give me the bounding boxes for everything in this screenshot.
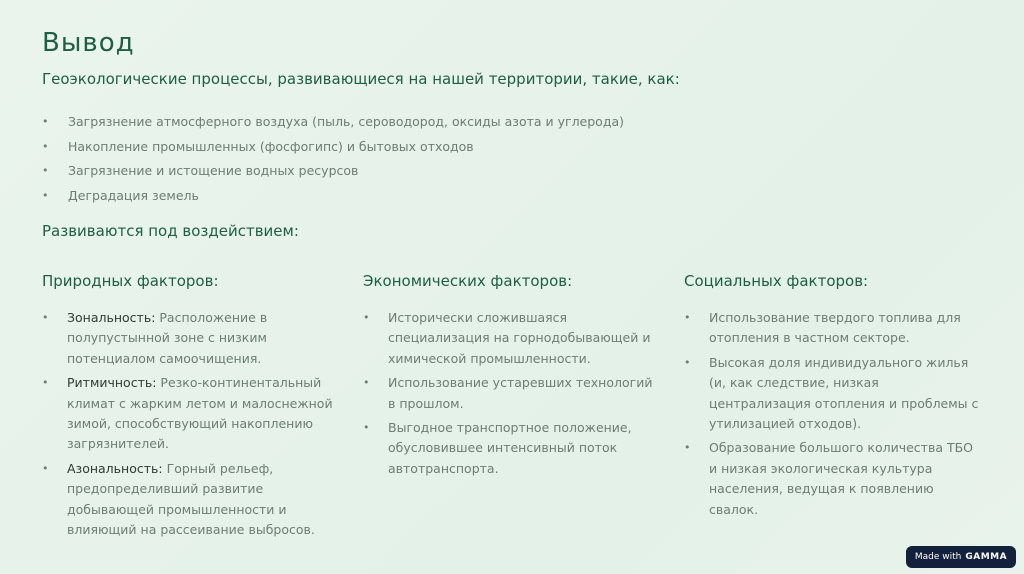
natural-factors-column: [42, 272, 342, 544]
factor-text: Исторически сложившаяся специализация на горнодобывающей и химической промышленности.: [388, 310, 651, 366]
factor-text: Горный рельеф, предопределивший развитие добывающей промышленности и влияющий на рассеивание выбросов.: [67, 460, 315, 538]
list-item-text: Деградация земель: [68, 187, 199, 203]
bullet-icon: •: [684, 355, 691, 369]
bullet-icon: •: [42, 139, 49, 153]
factor-text: Образование большого количества ТБО и низкая экологическая культура населения, ведущая к появлению свалок.: [709, 440, 974, 517]
factor-list: [42, 308, 342, 540]
factor-text: Использование твердого топлива для отопления в частном секторе.: [709, 310, 961, 346]
bullet-icon: •: [363, 421, 370, 435]
list-item: [42, 373, 342, 455]
list-item: [363, 308, 663, 369]
factor-term: Азональность:: [67, 460, 163, 476]
list-item-text: Загрязнение и истощение водных ресурсов: [68, 163, 359, 178]
list-item-text: Загрязнение атмосферного воздуха (пыль, сероводород, оксиды азота и углерода): [68, 114, 625, 129]
badge-label: Made with: [914, 552, 962, 562]
factor-term: Зональность:: [67, 310, 156, 325]
list-item: [684, 308, 984, 349]
factor-text: Использование устаревших технологий в прошлом.: [388, 375, 653, 411]
list-item: [42, 135, 842, 160]
factor-text: Расположение в полупустынной зоне с низким потенциалом самоочищения.: [67, 310, 268, 366]
slide-title: Вывод: [42, 28, 135, 58]
list-item: [42, 308, 342, 369]
bullet-icon: •: [42, 115, 49, 128]
slide-subtitle: Геоэкологические процессы, развивающиеся на нашей территории, такие, как:: [42, 70, 680, 88]
list-item-text: Накопление промышленных (фосфогипс) и бытовых отходов: [68, 138, 474, 154]
list-item: [363, 418, 663, 479]
social-factors-column: [684, 272, 984, 524]
list-item: [42, 110, 842, 135]
bullet-icon: •: [42, 461, 49, 475]
factor-list: [363, 308, 663, 479]
gamma-logo: GAMMA: [965, 552, 1008, 562]
list-item: [363, 373, 663, 414]
process-list: [42, 110, 842, 208]
column-heading: Экономических факторов:: [363, 272, 573, 290]
bullet-icon: •: [42, 188, 49, 202]
column-heading: Социальных факторов:: [684, 272, 869, 290]
factor-text: Резко-континентальный климат с жарким летом и малоснежной зимой, способствующий накоплению загрязнителей.: [67, 375, 333, 452]
list-item: [684, 438, 984, 520]
list-item: [42, 459, 342, 541]
list-item: [42, 159, 842, 184]
factor-text: Выгодное транспортное положение, обусловившее интенсивный поток автотранспорта.: [388, 420, 632, 476]
column-heading: Природных факторов:: [42, 272, 219, 290]
list-item: [684, 353, 984, 435]
factor-term: Ритмичность:: [67, 375, 157, 391]
made-with-gamma-badge[interactable]: [906, 546, 1016, 568]
list-item: [42, 184, 842, 209]
bullet-icon: •: [363, 311, 370, 324]
factor-list: [684, 308, 984, 520]
bullet-icon: •: [42, 376, 49, 390]
bullet-icon: •: [42, 164, 49, 177]
bullet-icon: •: [42, 311, 49, 324]
bullet-icon: •: [363, 376, 370, 390]
factor-text: Высокая доля индивидуального жилья (и, как следствие, низкая централизация отопления и проблемы с утилизацией отходов).: [709, 354, 979, 432]
economic-factors-column: [363, 272, 663, 483]
bullet-icon: •: [684, 441, 691, 455]
bullet-icon: •: [684, 311, 691, 324]
section-heading: Развиваются под воздействием:: [42, 222, 299, 240]
